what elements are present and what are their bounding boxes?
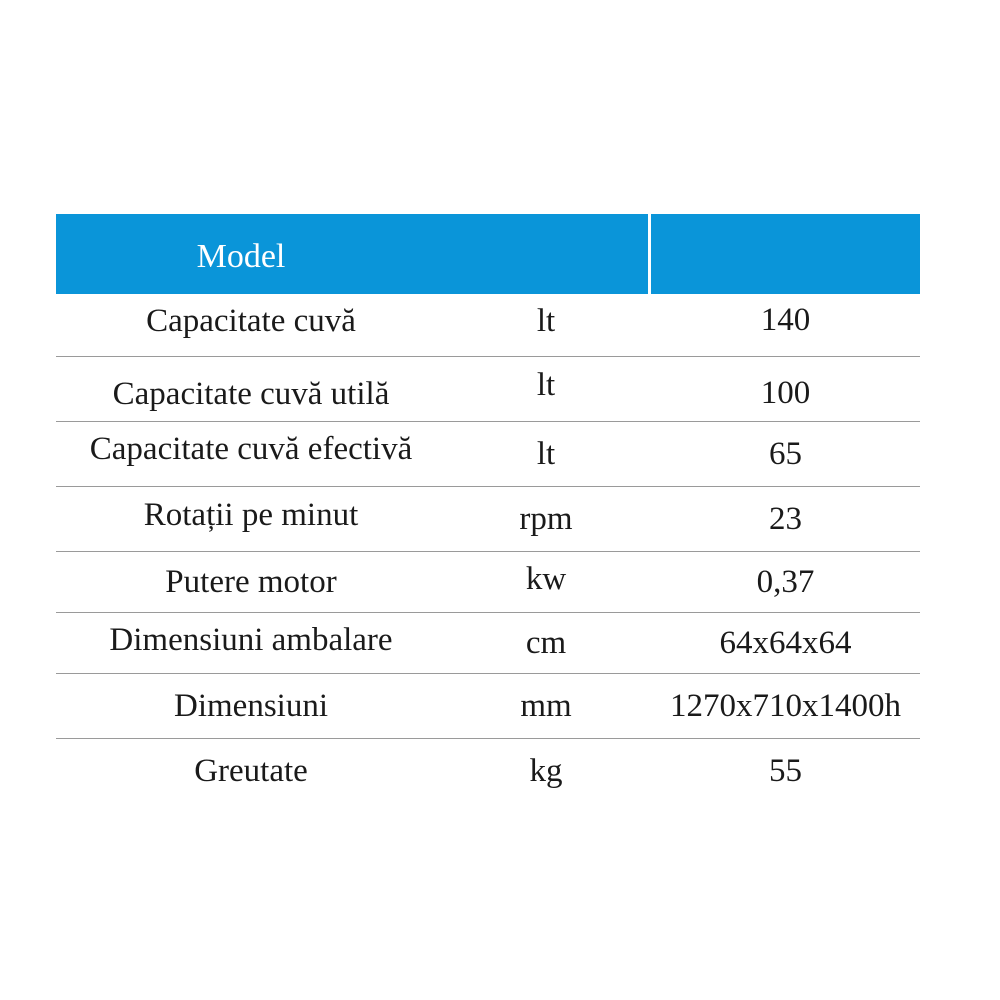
- spec-name: Capacitate cuvă utilă: [112, 375, 390, 412]
- spec-name: Rotații pe minut: [143, 496, 359, 533]
- table-row: [56, 674, 920, 739]
- spec-unit: rpm: [519, 500, 573, 537]
- spec-value: 1270x710x1400h: [670, 687, 901, 724]
- spec-unit: lt: [536, 366, 556, 403]
- model-header-label: Model: [196, 238, 286, 275]
- spec-value: 100: [760, 374, 811, 411]
- table-header: [56, 214, 920, 294]
- spec-value: 55: [769, 752, 802, 789]
- table-row: [56, 294, 920, 357]
- table-row: [56, 552, 920, 613]
- table-row: [56, 357, 920, 422]
- spec-value: 140: [760, 301, 811, 338]
- table-row: [56, 613, 920, 674]
- spec-value: 0,37: [756, 563, 815, 600]
- header-column-divider: [648, 214, 651, 294]
- spec-unit: mm: [520, 687, 572, 724]
- spec-value: 64x64x64: [719, 624, 852, 661]
- spec-table: [56, 214, 920, 803]
- spec-name: Capacitate cuvă: [146, 302, 356, 339]
- spec-unit: kg: [529, 752, 563, 789]
- table-row: [56, 487, 920, 552]
- spec-unit: kw: [525, 560, 567, 597]
- spec-unit: lt: [536, 435, 556, 472]
- table-row: [56, 422, 920, 487]
- spec-value: 65: [769, 435, 802, 472]
- spec-name: Dimensiuni: [174, 687, 328, 724]
- spec-name: Dimensiuni ambalare: [109, 621, 393, 658]
- table-row: [56, 739, 920, 803]
- spec-name: Greutate: [194, 752, 308, 789]
- spec-unit: cm: [525, 624, 567, 661]
- spec-unit: lt: [536, 302, 556, 339]
- spec-name: Putere motor: [165, 563, 337, 600]
- spec-value: 23: [769, 500, 802, 537]
- spec-name: Capacitate cuvă efectivă: [89, 430, 413, 467]
